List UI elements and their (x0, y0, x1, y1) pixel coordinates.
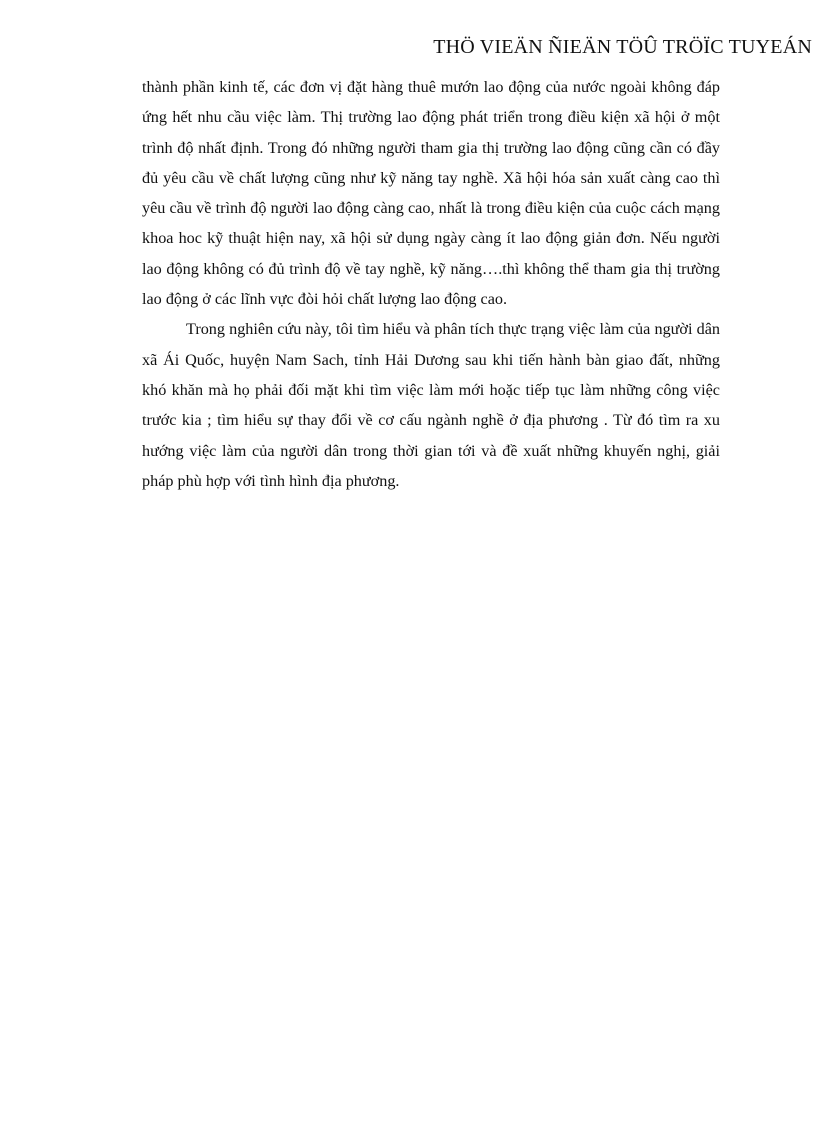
document-body (142, 72, 720, 496)
paragraph-continuation: thành phần kinh tế, các đơn vị đặt hàng thuê mướn lao động của nước ngoài không đáp ứng hết nhu cầu việc làm. Thị trường lao động phát triển trong điều kiện xã hội ở một trình độ nhất định. Trong đó những người tham gia thị trường lao động cũng cần có đầy đủ yêu cầu về chất lượng cũng như kỹ năng tay nghề. Xã hội hóa sản xuất càng cao thì yêu cầu về trình độ người lao động càng cao, nhất là trong điều kiện của cuộc cách mạng khoa hoc kỹ thuật hiện nay, xã hội sử dụng ngày càng ít lao động giản đơn. Nếu người lao động không có đủ trình độ về tay nghề, kỹ năng….thì không thể tham gia thị trường lao động ở các lĩnh vực đòi hỏi chất lượng lao động cao. (142, 78, 720, 309)
paragraph-research-scope: Trong nghiên cứu này, tôi tìm hiểu và phân tích thực trạng việc làm của người dân xã Ái Quốc, huyện Nam Sach, tỉnh Hải Dương sau khi tiến hành bàn giao đất, những khó khăn mà họ phải đối mặt khi tìm việc làm mới hoặc tiếp tục làm những công việc trước kia ; tìm hiểu sự thay đổi về cơ cấu ngành nghề ở địa phương . Từ đó tìm ra xu hướng việc làm của người dân trong thời gian tới và đề xuất những khuyến nghị, giải pháp phù hợp với tình hình địa phương. (142, 320, 720, 490)
page-header: THÖ VIEÄN ÑIEÄN TÖÛ TRÖÏC TUYEÁN (433, 36, 812, 58)
